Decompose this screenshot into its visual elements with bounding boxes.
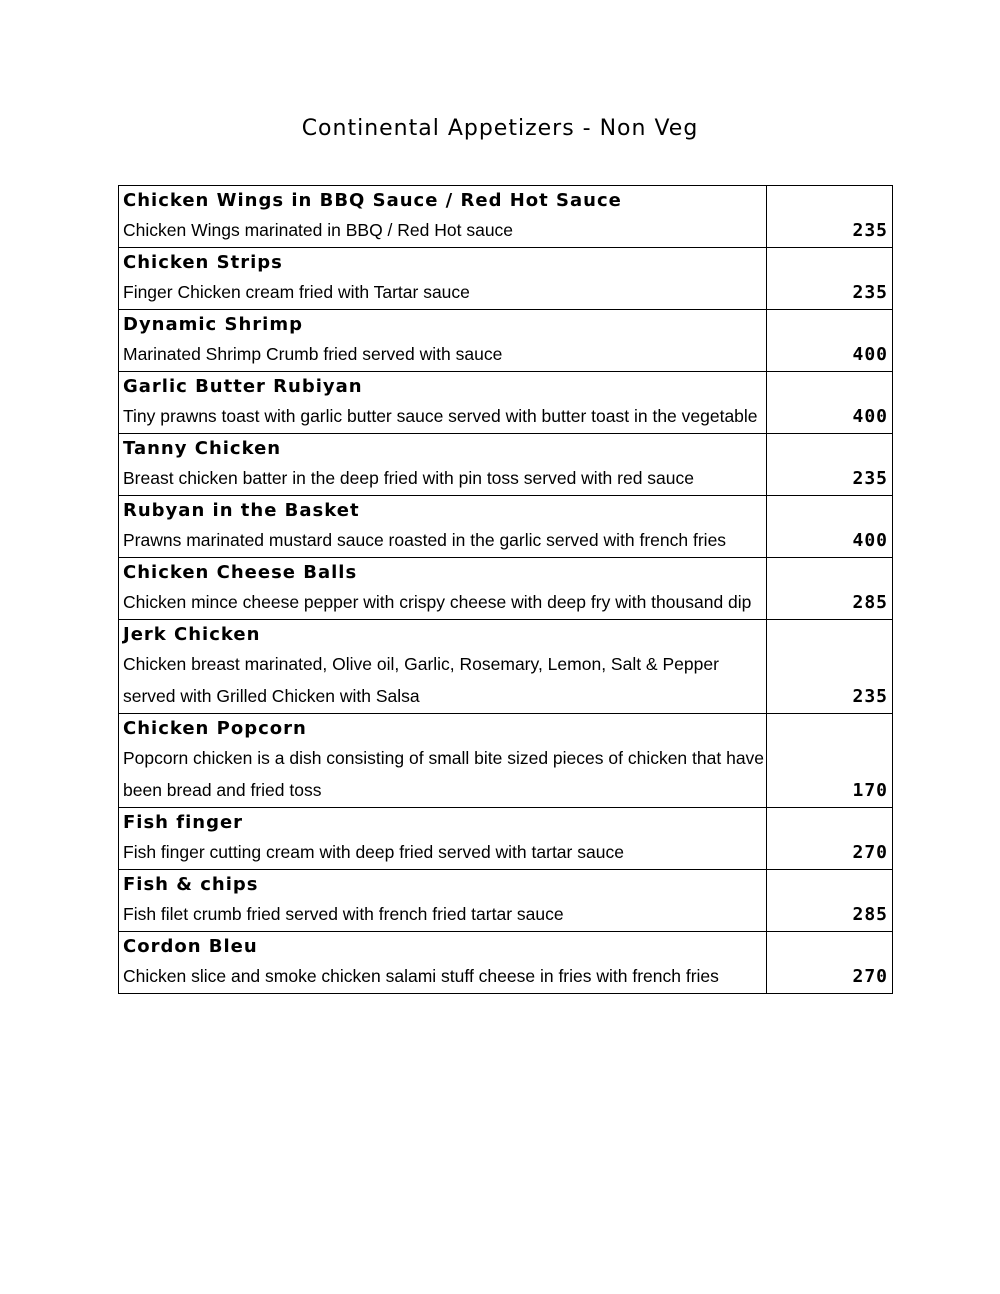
- item-name: Chicken Cheese Balls: [123, 562, 358, 583]
- item-name: Cordon Bleu: [123, 936, 258, 957]
- menu-row: [119, 932, 893, 994]
- item-cell: [119, 620, 767, 714]
- item-cell: [119, 372, 767, 434]
- item-price: 235: [852, 686, 888, 707]
- menu-row: [119, 434, 893, 496]
- price-cell: [767, 558, 893, 620]
- menu-row: [119, 808, 893, 870]
- price-cell: [767, 248, 893, 310]
- item-price: 285: [852, 592, 888, 613]
- price-cell: [767, 434, 893, 496]
- price-cell: [767, 310, 893, 372]
- price-cell: [767, 870, 893, 932]
- menu-row: [119, 248, 893, 310]
- item-description: Fish filet crumb fried served with french fried tartar sauce: [123, 904, 564, 924]
- item-description: Finger Chicken cream fried with Tartar sauce: [123, 282, 470, 302]
- item-name: Chicken Strips: [123, 252, 283, 273]
- item-name: Fish & chips: [123, 874, 259, 895]
- menu-row: [119, 870, 893, 932]
- item-cell: [119, 714, 767, 808]
- price-cell: [767, 186, 893, 248]
- item-description: Chicken mince cheese pepper with crispy cheese with deep fry with thousand dip: [123, 592, 752, 612]
- item-description: Chicken slice and smoke chicken salami stuff cheese in fries with french fries: [123, 966, 719, 986]
- item-description: Breast chicken batter in the deep fried with pin toss served with red sauce: [123, 468, 694, 488]
- item-name: Fish finger: [123, 812, 244, 833]
- price-cell: [767, 372, 893, 434]
- item-price: 270: [852, 966, 888, 987]
- item-cell: [119, 434, 767, 496]
- item-name: Chicken Popcorn: [123, 718, 307, 739]
- item-cell: [119, 932, 767, 994]
- item-cell: [119, 310, 767, 372]
- item-cell: [119, 186, 767, 248]
- item-name: Garlic Butter Rubiyan: [123, 376, 363, 397]
- price-cell: [767, 808, 893, 870]
- item-cell: [119, 496, 767, 558]
- item-description: Chicken breast marinated, Olive oil, Garlic, Rosemary, Lemon, Salt & Pepper served with Grilled Chicken with Salsa: [123, 654, 719, 706]
- item-price: 235: [852, 282, 888, 303]
- menu-row: [119, 714, 893, 808]
- item-name: Rubyan in the Basket: [123, 500, 360, 521]
- item-price: 285: [852, 904, 888, 925]
- item-name: Chicken Wings in BBQ Sauce / Red Hot Sauce: [123, 190, 622, 211]
- item-price: 400: [852, 530, 888, 551]
- item-price: 235: [852, 220, 888, 241]
- menu-row: [119, 310, 893, 372]
- item-description: Marinated Shrimp Crumb fried served with sauce: [123, 344, 503, 364]
- item-price: 400: [852, 406, 888, 427]
- item-name: Tanny Chicken: [123, 438, 282, 459]
- price-cell: [767, 932, 893, 994]
- item-price: 170: [852, 780, 888, 801]
- page-title: Continental Appetizers - Non Veg: [301, 116, 699, 141]
- price-cell: [767, 714, 893, 808]
- menu-row: [119, 558, 893, 620]
- menu-row: [119, 186, 893, 248]
- item-description: Chicken Wings marinated in BBQ / Red Hot sauce: [123, 220, 514, 240]
- item-description: Popcorn chicken is a dish consisting of small bite sized pieces of chicken that have been bread and fried toss: [123, 748, 765, 800]
- price-cell: [767, 496, 893, 558]
- menu-row: [119, 372, 893, 434]
- item-price: 400: [852, 344, 888, 365]
- item-price: 270: [852, 842, 888, 863]
- item-name: Dynamic Shrimp: [123, 314, 303, 335]
- menu-row: [119, 496, 893, 558]
- item-description: Prawns marinated mustard sauce roasted in the garlic served with french fries: [123, 530, 727, 550]
- item-name: Jerk Chicken: [123, 624, 261, 645]
- menu-row: [119, 620, 893, 714]
- menu-table: [118, 185, 893, 994]
- item-price: 235: [852, 468, 888, 489]
- price-cell: [767, 620, 893, 714]
- item-cell: [119, 248, 767, 310]
- item-description: Fish finger cutting cream with deep fried served with tartar sauce: [123, 842, 624, 862]
- item-cell: [119, 558, 767, 620]
- item-description: Tiny prawns toast with garlic butter sauce served with butter toast in the vegetable: [123, 406, 758, 426]
- item-cell: [119, 808, 767, 870]
- item-cell: [119, 870, 767, 932]
